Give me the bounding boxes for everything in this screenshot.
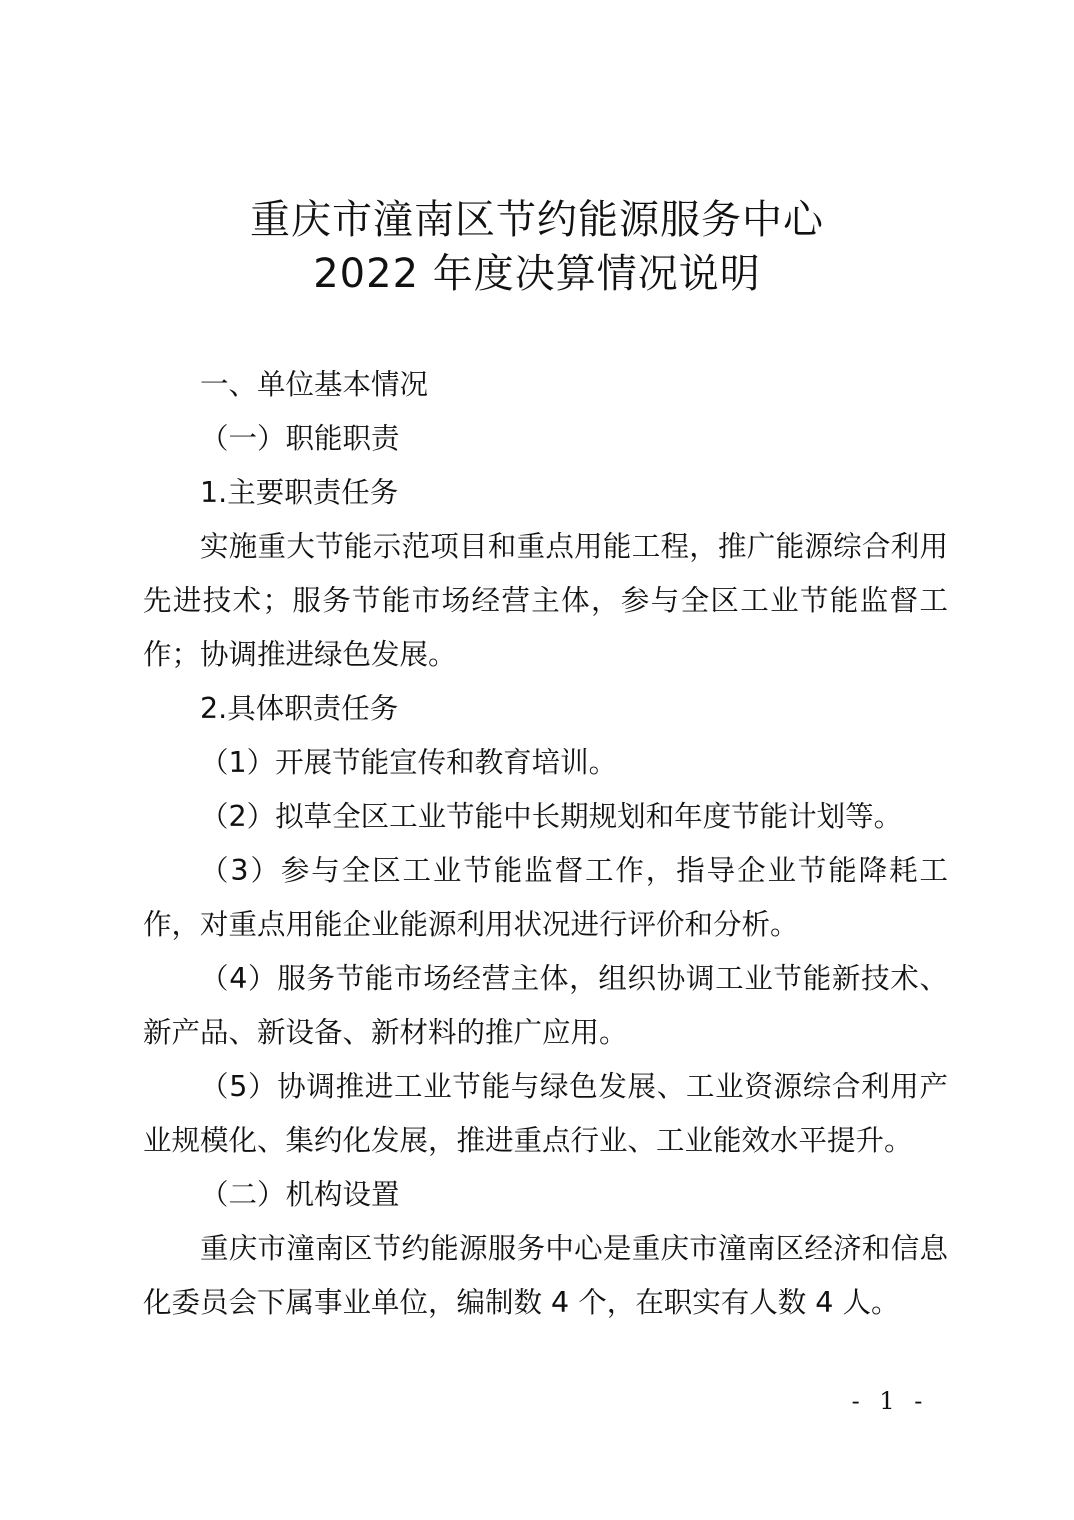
paragraph-organization: 重庆市潼南区节约能源服务中心是重庆市潼南区经济和信息化委员会下属事业单位，编制数 4 个，在职实有人数 4 人。 — [143, 1232, 948, 1319]
duty-item-1: （1）开展节能宣传和教育培训。 — [200, 746, 618, 779]
document-title-line1: 重庆市潼南区节约能源服务中心 — [250, 197, 824, 243]
duty-item-4: （4）服务节能市场经营主体，组织协调工业节能新技术、新产品、新设备、新材料的推广应用。 — [143, 962, 948, 1049]
paragraph-main-duties: 实施重大节能示范项目和重点用能工程，推广能源综合利用先进技术；服务节能市场经营主体，参与全区工业节能监督工作；协调推进绿色发展。 — [143, 530, 948, 671]
duty-item-2: （2）拟草全区工业节能中长期规划和年度节能计划等。 — [200, 800, 903, 833]
duty-item-3: （3）参与全区工业节能监督工作，指导企业节能降耗工作，对重点用能企业能源利用状况进行评价和分析。 — [143, 854, 948, 941]
page-number: - 1 - — [851, 1387, 929, 1415]
document-title-line2: 2022 年度决算情况说明 — [313, 251, 761, 297]
subsection-heading-organization: （二）机构设置 — [200, 1178, 400, 1211]
document-body — [143, 358, 948, 1330]
item-heading-specific-duties: 2.具体职责任务 — [200, 692, 399, 725]
section-heading-basic-info: 一、单位基本情况 — [200, 368, 429, 401]
item-heading-main-duties: 1.主要职责任务 — [200, 476, 399, 509]
duty-item-5: （5）协调推进工业节能与绿色发展、工业资源综合利用产业规模化、集约化发展，推进重点行业、工业能效水平提升。 — [143, 1070, 948, 1157]
subsection-heading-duties: （一）职能职责 — [200, 422, 400, 455]
